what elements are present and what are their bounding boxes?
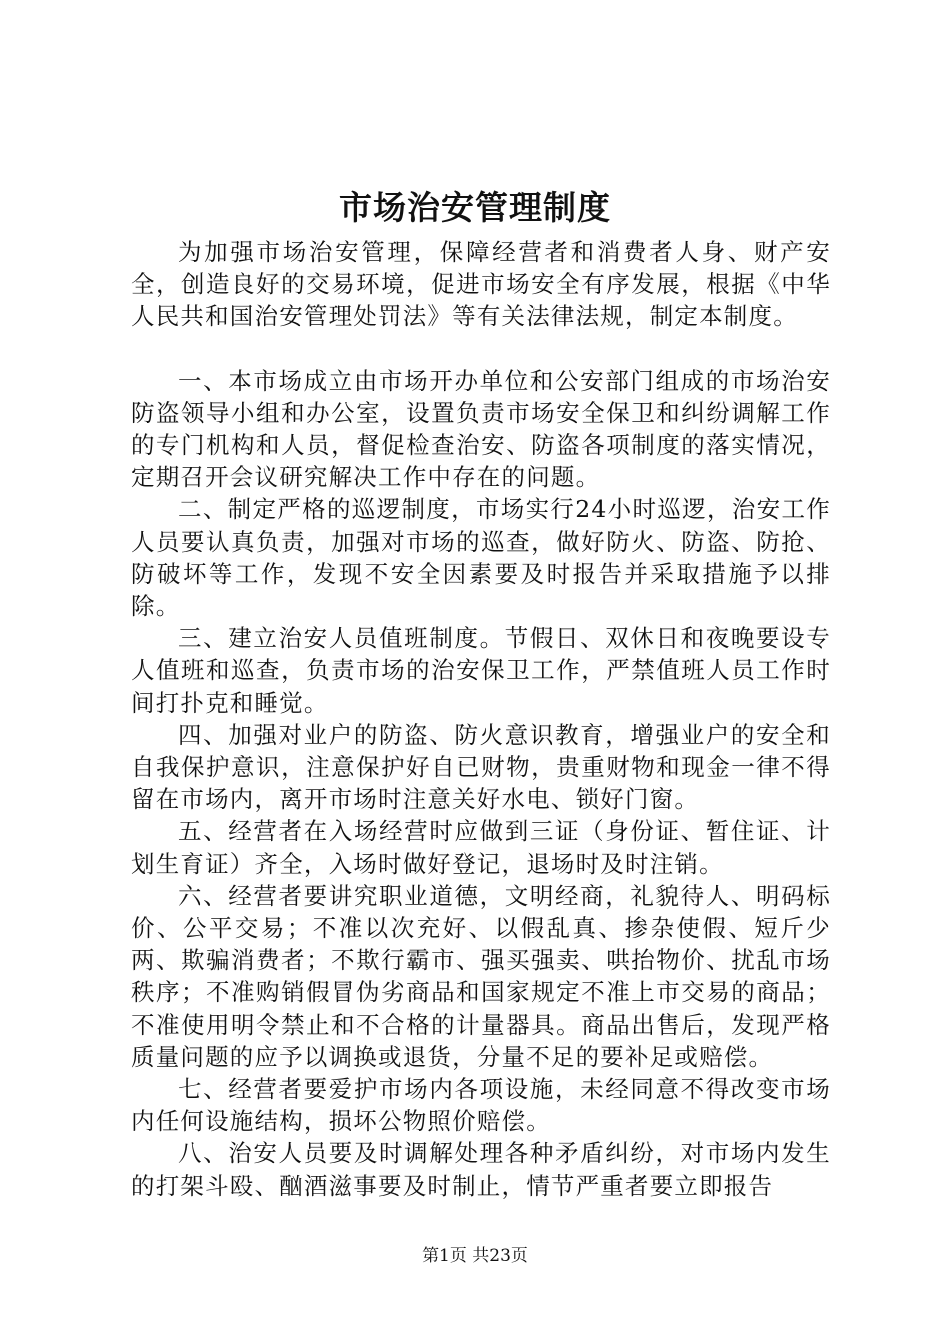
document-body: [131, 236, 831, 1202]
paragraph-2: 二、制定严格的巡逻制度，市场实行24小时巡逻，治安工作人员要认真负责，加强对市场的巡查，做好防火、防盗、防抢、防破坏等工作，发现不安全因素要及时报告并采取措施予以排除。: [131, 495, 831, 621]
paragraph-1: 一、本市场成立由市场开办单位和公安部门组成的市场治安防盗领导小组和办公室，设置负责市场安全保卫和纠纷调解工作的专门机构和人员，督促检查治安、防盗各项制度的落实情况，定期召开会议研究解决工作中存在的问题。: [131, 366, 831, 492]
paragraph-8: 八、治安人员要及时调解处理各种矛盾纠纷，对市场内发生的打架斗殴、酗酒滋事要及时制止，情节严重者要立即报告: [131, 1139, 831, 1200]
paragraph-4: 四、加强对业户的防盗、防火意识教育，增强业户的安全和自我保护意识，注意保护好自已财物，贵重财物和现金一律不得留在市场内，离开市场时注意关好水电、锁好门窗。: [131, 720, 831, 814]
paragraph-5: 五、经营者在入场经营时应做到三证（身份证、暂住证、计划生育证）齐全，入场时做好登记，退场时及时注销。: [131, 817, 831, 878]
intro-paragraph: 为加强市场治安管理，保障经营者和消费者人身、财产安全，创造良好的交易环境，促进市场安全有序发展，根据《中华人民共和国治安管理处罚法》等有关法律法规，制定本制度。: [131, 238, 831, 331]
paragraph-3: 三、建立治安人员值班制度。节假日、双休日和夜晚要设专人值班和巡查，负责市场的治安保卫工作，严禁值班人员工作时间打扑克和睡觉。: [131, 624, 831, 717]
paragraph-7: 七、经营者要爱护市场内各项设施，未经同意不得改变市场内任何设施结构，损坏公物照价赔偿。: [131, 1075, 831, 1136]
page-footer: 第1页 共23页: [422, 1246, 528, 1266]
paragraph-6: 六、经营者要讲究职业道德，文明经商，礼貌待人、明码标价、公平交易；不准以次充好、以假乱真、掺杂使假、短斤少两、欺骗消费者；不欺行霸市、强买强卖、哄抬物价、扰乱市场秩序；不准购销假冒伪劣商品和国家规定不准上市交易的商品；不准使用明令禁止和不合格的计量器具。商品出售后，发现严格质量问题的应予以调换或退货，分量不足的要补足或赔偿。: [131, 881, 831, 1071]
document-title: 市场治安管理制度: [339, 188, 611, 227]
